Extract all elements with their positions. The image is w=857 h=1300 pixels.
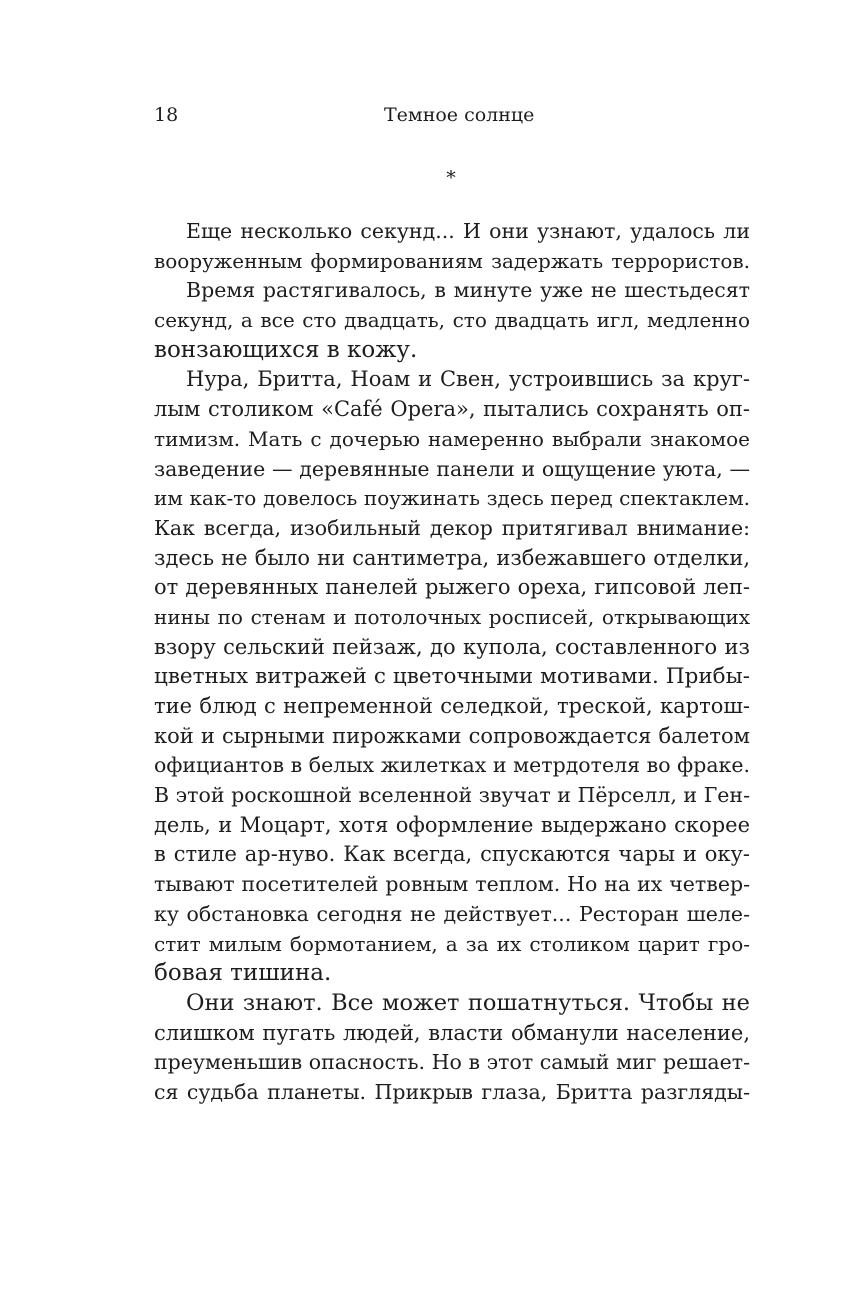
text-line: ся судьба планеты. Прикрыв глаза, Бритта разгляды- (154, 1079, 750, 1104)
text-line: лым столиком «Café Opera», пытались сохранять оп- (154, 397, 750, 422)
text-line: тывают посетителей ровным теплом. Но на их четвер- (154, 872, 750, 897)
text-line: бовая тишина. (154, 960, 332, 987)
text-line: вонзающихся в кожу. (154, 336, 418, 363)
text-line: ку обстановка сегодня не действует... Ресторан шеле- (154, 901, 750, 926)
text-line: заведение — деревянные панели и ощущение уюта, — (154, 456, 750, 481)
text-line: от деревянных панелей рыжего ореха, гипсовой леп- (154, 575, 750, 600)
section-separator: * (446, 167, 456, 189)
text-line: вооруженным формированиям задержать террористов. (154, 248, 750, 273)
text-line: официантов в белых жилетках и метрдотеля во фраке. (154, 753, 750, 778)
text-line: нины по стенам и потолочных росписей, открывающих (154, 604, 750, 629)
text-line: Еще несколько секунд... И они узнают, удалось ли (186, 219, 750, 243)
text-line: взору сельский пейзаж, до купола, составленного из (154, 634, 750, 659)
body-text (154, 217, 750, 1108)
text-line: в стиле ар-нуво. Как всегда, спускаются чары и оку- (154, 842, 750, 867)
text-line: тие блюд с непременной селедкой, треской, картош- (154, 694, 750, 718)
text-line: цветных витражей с цветочными мотивами. Прибы- (154, 664, 750, 690)
text-line: преуменьшив опасность. Но в этот самый миг решает- (154, 1050, 750, 1075)
text-line: стит милым бормотанием, а за их столиком царит гро- (154, 931, 750, 956)
text-line: Время растягивалось, в минуте уже не шестьдесят (186, 278, 750, 303)
text-line: Нура, Бритта, Ноам и Свен, устроившись за круг- (186, 367, 750, 392)
text-line: слишком пугать людей, власти обманули население, (154, 1020, 750, 1045)
text-line: им как-то довелось поужинать здесь перед спектаклем. (154, 486, 750, 511)
text-line: В этой роскошной вселенной звучат и Пёрселл, и Ген- (154, 783, 750, 808)
text-line: тимизм. Мать с дочерью намеренно выбрали знакомое (154, 426, 750, 451)
text-line: Как всегда, изобильный декор притягивал внимание: (154, 515, 750, 540)
text-line: кой и сырными пирожками сопровождается балетом (154, 723, 750, 748)
page-number: 18 (154, 104, 179, 126)
text-line: здесь не было ни сантиметра, избежавшего отделки, (154, 545, 750, 570)
text-line: дель, и Моцарт, хотя оформление выдержано скорее (154, 812, 750, 837)
text-line: Они знают. Все может пошатнуться. Чтобы не (186, 989, 750, 1016)
text-line: секунд, а все сто двадцать, сто двадцать игл, медленно (154, 308, 750, 333)
running-title: Темное солнце (384, 104, 535, 126)
